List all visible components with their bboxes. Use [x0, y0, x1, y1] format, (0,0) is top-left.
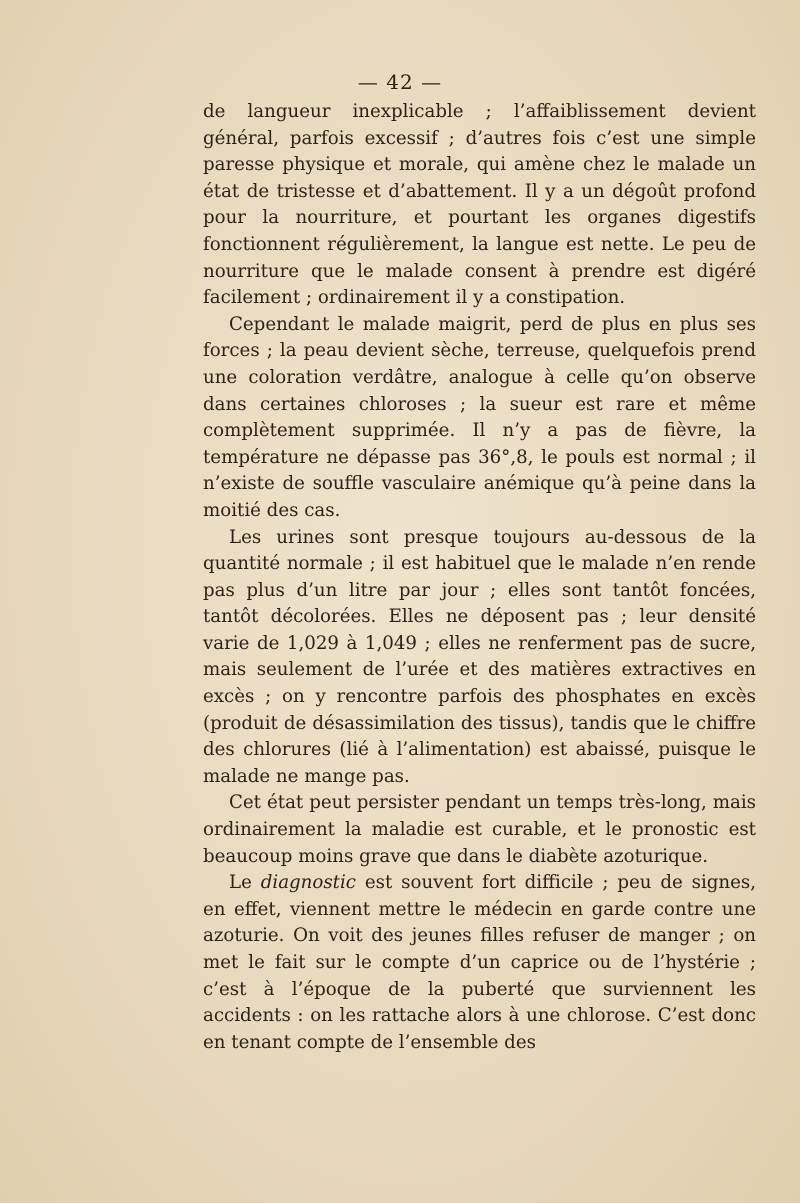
body-text	[203, 99, 756, 1056]
page-number: — 42 —	[357, 70, 443, 94]
diagnosis-emphasis: diagnostic	[260, 872, 356, 894]
paragraph-urines: Les urines sont presque toujours au-dessous de la quantité normale ; il est habituel que le malade n’en rende pas plus d’un litre par jour ; elles sont tantôt foncées, tantôt décolorées. Elles ne déposent pas ; leur densité varie de 1,029 à 1,049 ; elles ne renferment pas de sucre, mais seulement de l’urée et des matières extractives en excès ; on y rencontre parfois des phosphates en excès (produit de désassimilation des tissus), tandis que le chiffre des chlorures (lié à l’alimentation) est abaissé, puisque le malade ne mange pas.	[203, 526, 756, 787]
diagnosis-lead: Le	[229, 872, 261, 894]
paragraph-continuation: de langueur inexplicable ; l’affaiblissement devient général, parfois excessif ; d’autres fois c’est une simple paresse physique et morale, qui amène chez le malade un état de tristesse et d’abattement. Il y a un dégoût profond pour la nourriture, et pourtant les organes digestifs fonctionnent régulièrement, la langue est nette. Le peu de nourriture que le malade consent à prendre est digéré facilement ; ordinairement il y a constipation.	[203, 101, 756, 309]
diagnosis-rest: est souvent fort difficile ; peu de signes, en effet, viennent mettre le médecin en garde contre une azoturie. On voit des jeunes filles refuser de manger ; on met le fait sur le compte d’un caprice ou de l’hystérie ; c’est à l’époque de la puberté que surviennent les accidents : on les rattache alors à une chlorose. C’est donc en tenant compte de l’ensemble des	[203, 872, 757, 1053]
paragraph-diagnosis	[203, 870, 756, 1056]
paragraph-prognosis: Cet état peut persister pendant un temps très-long, mais ordinairement la maladie est curable, et le pronostic est beaucoup moins grave que dans le diabète azoturique.	[203, 792, 756, 867]
paragraph-symptoms: Cependant le malade maigrit, perd de plus en plus ses forces ; la peau devient sèche, terreuse, quelquefois prend une coloration verdâtre, analogue à celle qu’on observe dans certaines chloroses ; la sueur est rare et même complètement supprimée. Il n’y a pas de fièvre, la température ne dépasse pas 36°,8, le pouls est normal ; il n’existe de souffle vasculaire anémique qu’à peine dans la moitié des cas.	[203, 313, 756, 521]
